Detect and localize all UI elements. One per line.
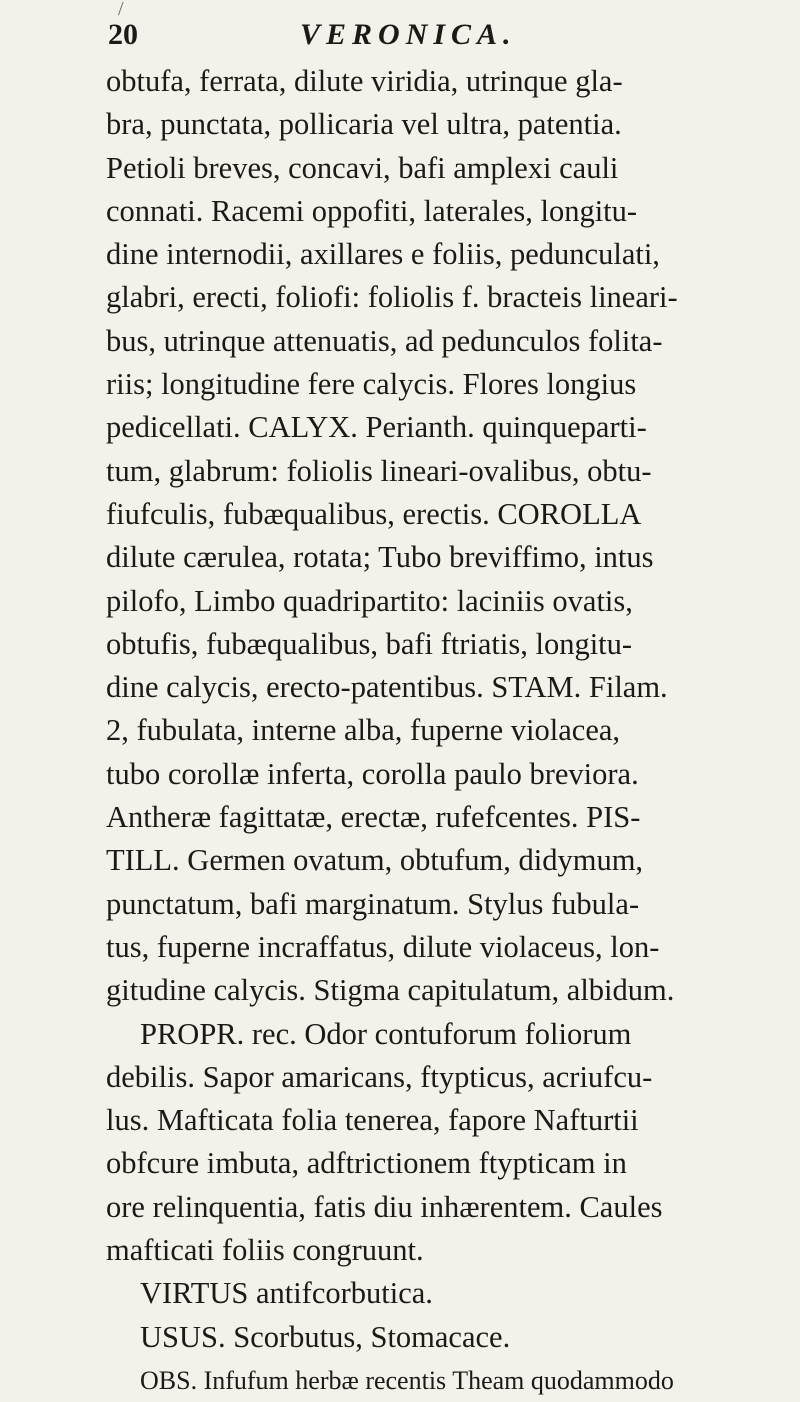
- text-line-9: pedicellati. CALYX. Perianth. quinqueparti-: [106, 410, 647, 445]
- text-line-19: TILL. Germen ovatum, obtufum, didymum,: [106, 843, 644, 878]
- page-number: 20: [108, 18, 138, 51]
- text-line-12: dilute cærulea, rotata; Tubo breviffimo, intus: [106, 540, 654, 575]
- text-line-31: OBS. Infufum herbæ recentis Theam quodammodo: [140, 1365, 674, 1395]
- text-line-4: connati. Racemi oppofiti, laterales, longitu-: [106, 193, 638, 228]
- body-text: [106, 60, 788, 1402]
- text-line-22: gitudine calycis. Stigma capitulatum, albidum.: [106, 973, 675, 1008]
- text-line-24: debilis. Sapor amaricans, ftypticus, acriufcu-: [106, 1059, 653, 1094]
- text-line-11: fiufculis, fubæqualibus, erectis. COROLLA: [106, 496, 642, 531]
- text-line-29: VIRTUS antifcorbutica.: [140, 1276, 433, 1311]
- page-header: [0, 14, 800, 54]
- text-line-7: bus, utrinque attenuatis, ad pedunculos folita-: [106, 323, 663, 358]
- text-line-25: lus. Mafticata folia tenerea, fapore Nafturtii: [106, 1103, 639, 1138]
- text-line-5: dine internodii, axillares e foliis, pedunculati,: [106, 237, 660, 272]
- text-line-15: dine calycis, erecto-patentibus. STAM. Filam.: [106, 670, 668, 705]
- text-line-23: PROPR. rec. Odor contuforum foliorum: [140, 1016, 632, 1051]
- text-line-20: punctatum, bafi marginatum. Stylus fubula-: [106, 886, 640, 921]
- text-line-17: tubo corollæ inferta, corolla paulo breviora.: [106, 756, 639, 791]
- text-line-2: bra, punctata, pollicaria vel ultra, patentia.: [106, 107, 622, 142]
- running-title: VERONICA.: [300, 18, 517, 51]
- text-line-18: Antheræ fagittatæ, erectæ, rufefcentes. PIS-: [106, 800, 641, 835]
- text-line-8: riis; longitudine fere calycis. Flores longius: [106, 367, 637, 402]
- text-line-6: glabri, erecti, foliofi: foliolis f. bracteis lineari-: [106, 280, 678, 315]
- text-line-1: obtufa, ferrata, dilute viridia, utrinque gla-: [106, 64, 623, 98]
- text-line-16: 2, fubulata, interne alba, fuperne violacea,: [106, 713, 621, 748]
- text-line-14: obtufis, fubæqualibus, bafi ftriatis, longitu-: [106, 626, 633, 661]
- text-line-27: ore relinquentia, fatis diu inhærentem. Caules: [106, 1189, 663, 1224]
- text-line-26: obfcure imbuta, adftrictionem ftypticam in: [106, 1146, 627, 1181]
- text-line-28: mafticati foliis congruunt.: [106, 1233, 424, 1268]
- page-mark: /: [118, 0, 124, 20]
- text-line-30: USUS. Scorbutus, Stomacace.: [140, 1319, 511, 1354]
- text-line-10: tum, glabrum: foliolis lineari-ovalibus, obtu-: [106, 453, 652, 488]
- text-line-3: Petioli breves, concavi, bafi amplexi cauli: [106, 150, 619, 185]
- text-line-21: tus, fuperne incraffatus, dilute violaceus, lon-: [106, 929, 660, 964]
- text-line-13: pilofo, Limbo quadripartito: laciniis ovatis,: [106, 583, 633, 618]
